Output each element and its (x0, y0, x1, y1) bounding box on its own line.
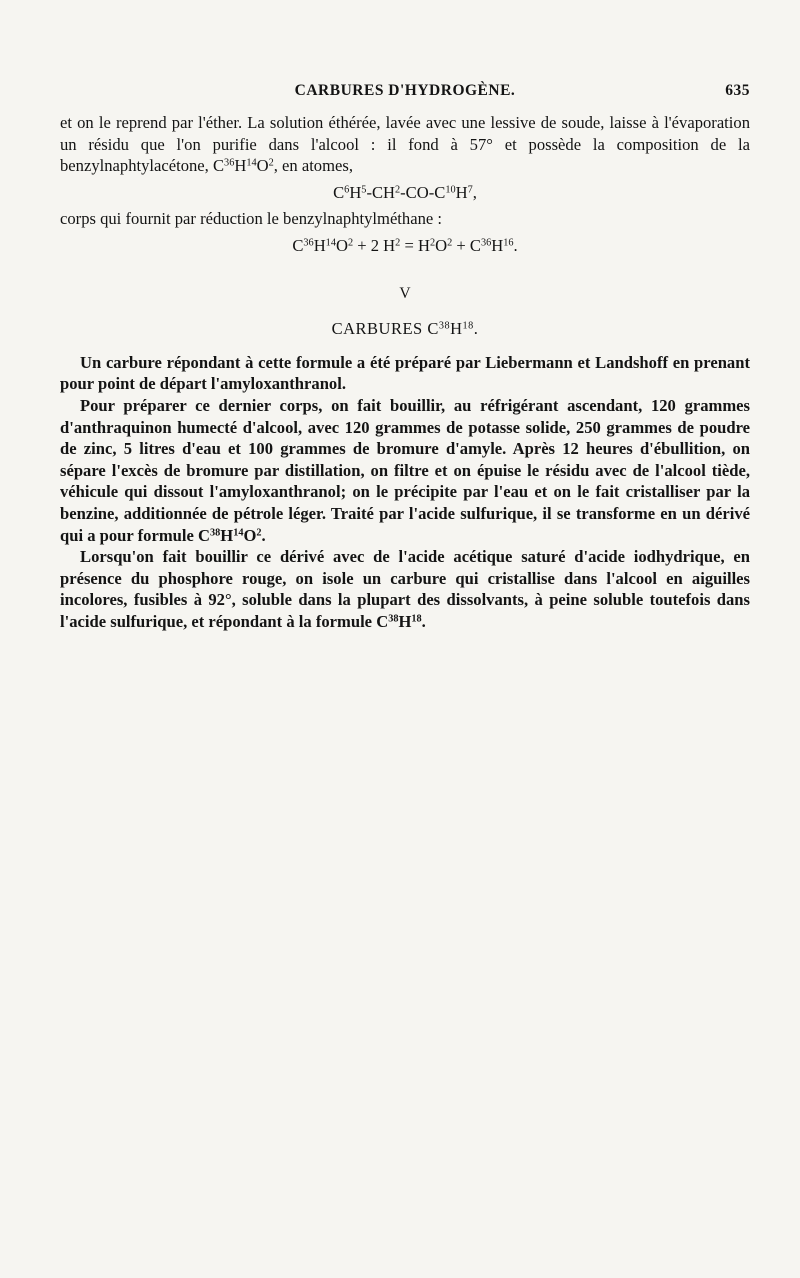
formula-1 (60, 182, 750, 204)
formula-tail: . (261, 525, 266, 545)
paragraph-1-text: et on le reprend par l'éther. La solution éthérée, lavée avec une lessive de soude, laisse à l'évaporation un résidu que l'on purifie dans l'alcool : il fond à 57° et possède la composition de la benzylnaphtylacétone, C (60, 113, 750, 176)
paragraph-3: Un carbure répondant à cette formule a été préparé par Liebermann et Landshoff en prenant pour point de départ l'amyloxanthranol. (60, 352, 750, 394)
formula-sub: 7 (467, 184, 473, 196)
formula-sub: 36 (303, 237, 314, 249)
formula-tail: , en atomes, (273, 156, 353, 176)
formula-sub: 16 (503, 237, 514, 249)
running-head-title: CARBURES D'HYDROGÈNE. (294, 82, 516, 99)
formula-sub: 36 (480, 237, 492, 249)
section-title-text: H (450, 319, 463, 339)
section-title (60, 318, 750, 340)
formula-sub: 2 (347, 237, 354, 249)
formula-sub: 14 (246, 157, 257, 169)
formula-sub: 6 (344, 184, 350, 196)
formula-part: H (313, 235, 326, 255)
formula-sub: 2 (268, 157, 274, 169)
paragraph-4-text: Pour préparer ce dernier corps, on fait bouillir, au réfrigérant ascendant, 120 grammes d'anthraquinon humecté d'alcool, avec 120 grammes de potasse solide, 250 grammes de poudre de zinc, 5 litres d'eau et 100 grammes de bromure d'amyle. Après 12 heures d'ébullition, on sépare l'excès de bromure par distillation, on filtre et on épuise le résidu avec de l'alcool tiède, véhicule qui dissout l'amyloxanthranol; on le précipite par l'eau et on le fait cristalliser par la benzine, additionnée de pétrole léger. Traité par l'acide sulfurique, il se transforme en un dérivé qui a pour formule C (60, 395, 750, 545)
formula-part: -CH (366, 182, 396, 202)
body-text (60, 112, 750, 632)
formula-sub: 2 (256, 526, 262, 538)
formula-part: -CO-C (400, 182, 446, 202)
formula-sub: 18 (462, 320, 474, 332)
formula-sub: 10 (445, 184, 456, 196)
formula-part: + 2 H (353, 235, 396, 255)
paragraph-5-text: Lorsqu'on fait bouillir ce dérivé avec de l'acide acétique saturé d'acide iodhydrique, en présence du phosphore rouge, on isole un carbure qui cristallise dans l'alcool en aiguilles incolores, fusibles à 92°, soluble dans la plupart des dissolvants, à peine soluble toutefois dans l'acide sulfurique, et répondant à la formule C (60, 547, 750, 631)
formula-sub: 38 (209, 526, 221, 538)
formula-sub: 2 (447, 237, 453, 249)
formula-sub: 2 (429, 237, 436, 249)
paragraph-1: et on le reprend par l'éther. La solution éthérée, lavée avec une lessive de soude, laisse à l'évaporation un résidu que l'on purifie dans l'alcool : il fond à 57° et possède la composition de la benzylnaphtylacétone, $C^{36}H^{14}O^2$, en atomes, (60, 113, 750, 176)
formula-sub: 38 (438, 320, 451, 332)
section-title-text: CARBURES C (331, 319, 439, 339)
formula-part: H (491, 235, 504, 255)
formula-part: O (335, 235, 348, 255)
formula-sub: 5 (361, 184, 367, 196)
formula-sub: 18 (411, 613, 422, 625)
formula-part: H (349, 182, 362, 202)
formula-part: O (435, 235, 448, 255)
paragraph-5: Lorsqu'on fait bouillir ce dérivé avec de l'acide acétique saturé d'acide iodhydrique, en présence du phosphore rouge, on isole un carbure qui cristallise dans l'alcool en aiguilles incolores, fusibles à 92°, soluble dans la plupart des dissolvants, à peine soluble toutefois dans l'acide sulfurique, et répondant à la formule $C^{38}H^{18}$. (60, 547, 750, 631)
formula-sub: 2 (395, 237, 401, 249)
formula-sub: 14 (233, 526, 244, 538)
formula-part: , (472, 182, 477, 202)
formula-sub: 36 (224, 157, 235, 169)
formula-sub: 2 (395, 184, 401, 196)
formula-part: C (292, 235, 304, 255)
running-head (60, 82, 750, 104)
section-title-text: . (473, 319, 479, 339)
formula-part: + C (452, 235, 481, 255)
formula-part: C (333, 182, 345, 202)
formula-part: H (455, 182, 468, 202)
paragraph-2: corps qui fournit par réduction le benzylnaphtylméthane : (60, 209, 442, 229)
formula-sub: 14 (325, 237, 336, 249)
page-number: 635 (725, 82, 750, 99)
formula-part: . (513, 235, 518, 255)
formula-2 (60, 235, 750, 257)
formula-tail: . (421, 611, 426, 631)
paragraph-4: Pour préparer ce dernier corps, on fait bouillir, au réfrigérant ascendant, 120 grammes d'anthraquinon humecté d'alcool, avec 120 grammes de potasse solide, 250 grammes de poudre de zinc, 5 litres d'eau et 100 grammes de bromure d'amyle. Après 12 heures d'ébullition, on sépare l'excès de bromure par distillation, on filtre et on épuise le résidu avec de l'alcool tiède, véhicule qui dissout l'amyloxanthranol; on le précipite par l'eau et on le fait cristalliser par la benzine, additionnée de pétrole léger. Traité par l'acide sulfurique, il se transforme en un dérivé qui a pour formule $C^{38}H^{14}O^2$. (60, 395, 750, 545)
section-number: V (399, 284, 411, 302)
formula-part: = H (400, 235, 430, 255)
formula-sub: 38 (388, 613, 399, 625)
